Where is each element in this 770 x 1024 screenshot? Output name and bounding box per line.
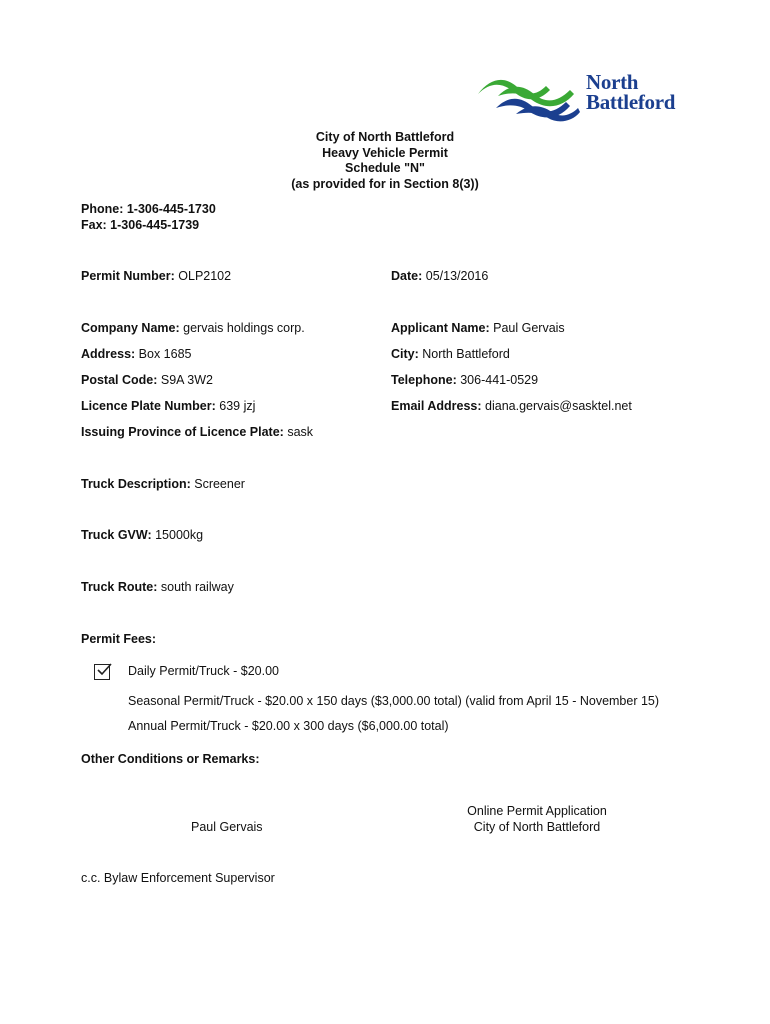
daily-permit-checkbox[interactable]: [94, 664, 110, 680]
issuing-province-field: [81, 425, 313, 439]
email-field: [391, 399, 632, 413]
address-value: Box 1685: [138, 347, 192, 361]
applicant-name-field: [391, 321, 565, 335]
logo-wordmark: [586, 72, 675, 112]
truck-gvw-label: Truck GVW:: [81, 528, 152, 542]
permit-number-value: OLP2102: [178, 269, 232, 283]
issuing-province-value: sask: [287, 425, 314, 439]
header-line-4: (as provided for in Section 8(3)): [291, 176, 479, 191]
truck-route-field: [81, 580, 234, 594]
online-application-line-2: City of North Battleford: [473, 820, 601, 834]
city-value: North Battleford: [422, 347, 510, 361]
logo-line-2: Battleford: [586, 90, 676, 114]
telephone-label: Telephone:: [391, 373, 457, 387]
truck-description-value: Screener: [194, 477, 245, 491]
company-name-label: Company Name:: [81, 321, 180, 335]
company-name-value: gervais holdings corp.: [183, 321, 305, 335]
address-field: [81, 347, 192, 361]
permit-fees-heading: Permit Fees:: [81, 632, 157, 646]
company-name-field: [81, 321, 305, 335]
telephone-field: [391, 373, 538, 387]
licence-plate-value: 639 jzj: [219, 399, 256, 413]
applicant-signature-name: Paul Gervais: [191, 820, 263, 834]
email-label: Email Address:: [391, 399, 482, 413]
applicant-name-value: Paul Gervais: [493, 321, 565, 335]
date-field: [391, 269, 488, 283]
logo-line-1: North: [586, 70, 639, 94]
truck-description-label: Truck Description:: [81, 477, 191, 491]
city-label: City:: [391, 347, 419, 361]
header-line-2: Heavy Vehicle Permit: [322, 145, 448, 160]
document-header: [0, 130, 770, 192]
phone-line: Phone: 1-306-445-1730: [81, 202, 216, 216]
daily-permit-option: Daily Permit/Truck - $20.00: [128, 664, 279, 678]
postal-code-field: [81, 373, 213, 387]
online-application-block: [437, 803, 637, 835]
truck-route-label: Truck Route:: [81, 580, 158, 594]
permit-number-label: Permit Number:: [81, 269, 175, 283]
address-label: Address:: [81, 347, 136, 361]
licence-plate-field: [81, 399, 255, 413]
remarks-heading: Other Conditions or Remarks:: [81, 752, 260, 766]
permit-number-field: [81, 269, 231, 283]
truck-route-value: south railway: [160, 580, 234, 594]
postal-code-value: S9A 3W2: [160, 373, 214, 387]
truck-gvw-value: 15000kg: [155, 528, 204, 542]
email-value: diana.gervais@sasktel.net: [485, 399, 632, 413]
truck-gvw-field: [81, 528, 203, 542]
fax-line: Fax: 1-306-445-1739: [81, 218, 200, 232]
date-label: Date:: [391, 269, 423, 283]
applicant-name-label: Applicant Name:: [391, 321, 490, 335]
online-application-line-1: Online Permit Application: [467, 804, 607, 818]
seasonal-permit-option: Seasonal Permit/Truck - $20.00 x 150 days ($3,000.00 total) (valid from April 15 - November 15): [128, 694, 660, 708]
date-value: 05/13/2016: [425, 269, 489, 283]
checkmark-icon: [96, 662, 112, 678]
licence-plate-label: Licence Plate Number:: [81, 399, 216, 413]
city-field: [391, 347, 510, 361]
truck-description-field: [81, 477, 245, 491]
annual-permit-option: Annual Permit/Truck - $20.00 x 300 days ($6,000.00 total): [128, 719, 449, 733]
header-line-3: Schedule "N": [345, 161, 425, 175]
issuing-province-label: Issuing Province of Licence Plate:: [81, 425, 284, 439]
postal-code-label: Postal Code:: [81, 373, 158, 387]
header-line-1: City of North Battleford: [315, 130, 455, 144]
telephone-value: 306-441-0529: [460, 373, 539, 387]
cc-line: c.c. Bylaw Enforcement Supervisor: [81, 871, 275, 885]
